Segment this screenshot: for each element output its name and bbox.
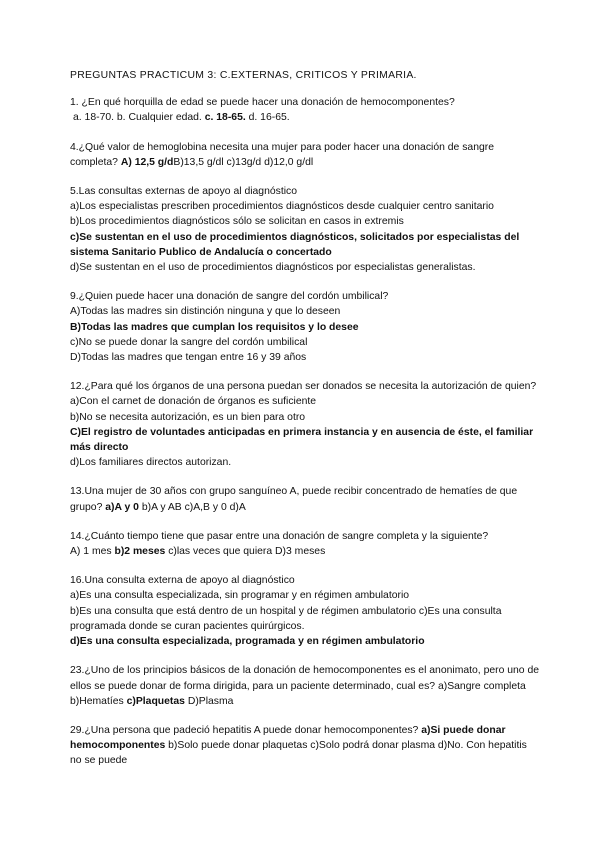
question-14-other-options: c)las veces que quiera D)3 meses — [168, 546, 326, 558]
option-a: A) 1 mes — [70, 546, 112, 558]
question-1-options — [70, 110, 540, 125]
question-16 — [70, 573, 540, 649]
option-d: d. 16-65. — [248, 112, 290, 124]
option-a: a)Los especialistas prescriben procedimientos diagnósticos desde cualquier centro sanitario — [70, 201, 494, 213]
option-a: a. 18-70. — [73, 112, 115, 124]
option-d: D)Plasma — [187, 695, 234, 707]
option-d: D)Todas las madres que tengan entre 16 y 39 años — [70, 352, 307, 364]
question-4-text: 4.¿Qué valor de hemoglobina necesita una mujer para poder hacer una donación de sangre completa? — [70, 141, 494, 168]
option-d: d)Los familiares directos autorizan. — [70, 457, 232, 469]
document-title: PREGUNTAS PRACTICUM 3: C.EXTERNAS, CRITICOS Y PRIMARIA. — [70, 70, 417, 81]
question-9 — [70, 289, 540, 365]
question-23-text: 23.¿Uno de los principios básicos de la donación de hemocomponentes es el anonimato, pero uno de ellos se puede donar de forma dirigida, para un paciente determinado, cual es? — [70, 665, 540, 692]
option-d: d)Se sustentan en el uso de procedimientos diagnósticos por especialistas generalistas. — [70, 262, 476, 274]
question-5 — [70, 184, 540, 275]
option-c-correct: C)El registro de voluntades anticipadas en primera instancia y en ausencia de éste, el familiar más directo — [70, 426, 534, 454]
question-4 — [70, 140, 540, 170]
question-12-text: 12.¿Para qué los órganos de una persona puedan ser donados se necesita la autorización de quien? — [70, 381, 537, 393]
question-13-text: 13.Una mujer de 30 años con grupo sanguíneo A, puede recibir concentrado de hematíes de que grupo? — [70, 486, 518, 513]
question-16-text: 16.Una consulta externa de apoyo al diagnóstico — [70, 575, 295, 587]
option-b: b. Cualquier edad. — [116, 112, 202, 124]
document-page — [70, 68, 540, 783]
question-12 — [70, 379, 540, 470]
option-b-correct: b)2 meses — [114, 546, 166, 558]
option-c-correct: c. 18-65. — [204, 112, 246, 124]
question-29-text: 29.¿Una persona que padeció hepatitis A puede donar hemocomponentes? — [70, 724, 419, 736]
option-c-correct: c)Plaquetas — [126, 695, 185, 707]
option-a: a)Es una consulta especializada, sin programar y en régimen ambulatorio — [70, 590, 410, 602]
option-a-correct: a)Si puede donar hemocomponentes — [70, 724, 506, 752]
option-c: c)No se puede donar la sangre del cordón umbilical — [70, 336, 308, 348]
question-14 — [70, 529, 540, 559]
option-a-b: a)Sangre completa b)Hematíes — [70, 680, 526, 707]
option-b-c: b)Es una consulta que está dentro de un hospital y de régimen ambulatorio c)Es una consulta programada donde se curan pacientes quirúrgicos. — [70, 605, 502, 632]
question-13 — [70, 484, 540, 514]
option-d-correct: d)Es una consulta especializada, programada y en régimen ambulatorio — [70, 636, 425, 648]
question-1-text: 1. ¿En qué horquilla de edad se puede hacer una donación de hemocomponentes? — [70, 97, 455, 109]
question-14-text: 14.¿Cuánto tiempo tiene que pasar entre una donación de sangre completa y la siguiente? — [70, 530, 489, 542]
option-a-correct: A) 12,5 g/d — [120, 156, 174, 168]
question-1 — [70, 95, 540, 125]
option-b: b)Los procedimientos diagnósticos sólo se solicitan en casos in extremis — [70, 216, 404, 228]
option-a: a)Con el carnet de donación de órganos es suficiente — [70, 396, 317, 408]
question-23 — [70, 663, 540, 709]
question-4-other-options: B)13,5 g/dl c)13g/d d)12,0 g/dl — [173, 156, 314, 168]
option-b: b)No se necesita autorización, es un bien para otro — [70, 411, 306, 423]
option-c-correct: c)Se sustentan en el uso de procedimientos diagnósticos, solicitados por especialistas del sistema Sanitario Publico de Andalucía o concertado — [70, 231, 520, 258]
option-b-correct: B)Todas las madres que cumplan los requisitos y lo desee — [70, 321, 359, 333]
option-a: A)Todas las madres sin distinción ninguna y que lo deseen — [70, 306, 341, 318]
question-5-text: 5.Las consultas externas de apoyo al diagnóstico — [70, 186, 298, 198]
question-13-other-options: b)A y AB c)A,B y 0 d)A — [141, 501, 246, 513]
question-9-text: 9.¿Quien puede hacer una donación de sangre del cordón umbilical? — [70, 291, 389, 303]
question-14-options — [70, 544, 540, 559]
question-29 — [70, 723, 540, 769]
option-a-correct: a)A y 0 — [105, 501, 139, 513]
question-29-other-options: b)Solo puede donar plaquetas c)Solo podrá donar plasma d)No. Con hepatitis no se puede — [70, 740, 527, 767]
